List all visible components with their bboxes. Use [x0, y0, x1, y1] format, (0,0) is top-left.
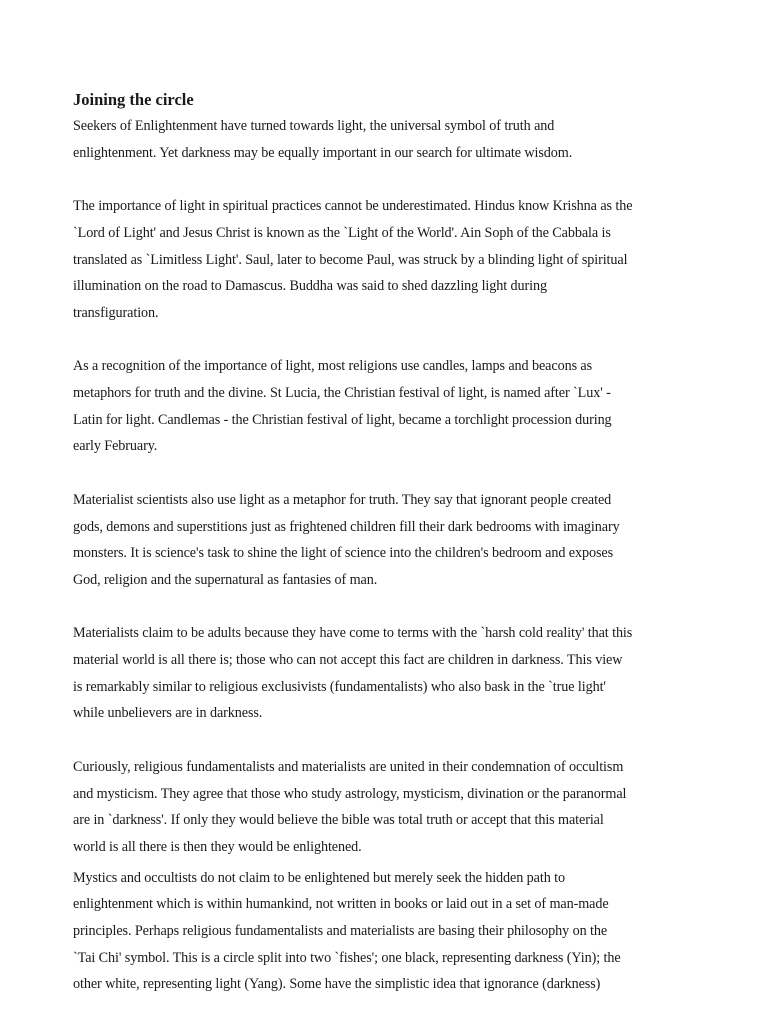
- paragraph-fundamentalists-united: Curiously, religious fundamentalists and materialists are united in their condemnation of occultism and mysticism. They agree that those who study astrology, mysticism, divination or the paranormal are in `darkness'. If only they would believe the bible was total truth or accept that this material world is all there is then they would be enlightened.: [73, 758, 627, 855]
- paragraph-materialist-scientists: Materialist scientists also use light as a metaphor for truth. They say that ignorant people created gods, demons and superstitions just as frightened children fill their dark bedrooms with imaginary monsters. It is science's task to shine the light of science into the children's bedroom and exposes God, religion and the supernatural as fantasies of man.: [73, 491, 620, 588]
- document-title: Joining the circle: [73, 90, 194, 109]
- paragraph-religious-recognition: As a recognition of the importance of light, most religions use candles, lamps and beacons as metaphors for truth and the divine. St Lucia, the Christian festival of light, is named after `Lux' - Latin for light. Candlemas - the Christian festival of light, became a torchlight procession during early February.: [73, 358, 612, 455]
- paragraph-enlightenment-intro: Seekers of Enlightenment have turned towards light, the universal symbol of truth and enlightenment. Yet darkness may be equally important in our search for ultimate wisdom.: [73, 118, 573, 161]
- paragraph-importance-of-light: The importance of light in spiritual practices cannot be underestimated. Hindus know Krishna as the `Lord of Light' and Jesus Christ is known as the `Light of the World'. Ain Soph of the Cabbala is translated as `Limitless Light'. Saul, later to become Paul, was struck by a blinding light of spiritual illumination on the road to Damascus. Buddha was said to shed dazzling light during transfiguration.: [73, 198, 633, 321]
- paragraph-materialists-claim: Materialists claim to be adults because they have come to terms with the `harsh cold reality' that this material world is all there is; those who can not accept this fact are children in darkness. This view is remarkably similar to religious exclusivists (fundamentalists) who also bask in the `true light' while unbelievers are in darkness.: [73, 625, 633, 722]
- document-page: [73, 89, 713, 998]
- paragraph-mystics-occultists: Mystics and occultists do not claim to be enlightened but merely seek the hidden path to enlightenment which is within humankind, not written in books or laid out in a set of man-made principles. Perhaps religious fundamentalists and materialists are basing their philosophy on the `Tai Chi' symbol. This is a circle split into two `fishes'; one black, representing darkness (Yin); the other white, representing light (Yang). Some have the simplistic idea that ignorance (darkness): [73, 869, 621, 993]
